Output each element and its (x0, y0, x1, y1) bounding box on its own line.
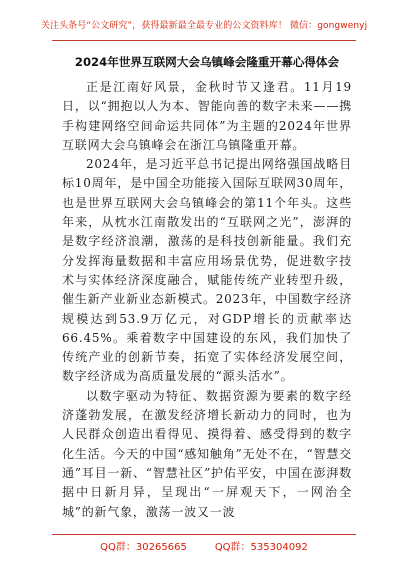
footer-divider (52, 534, 356, 535)
footer (0, 538, 408, 553)
paragraph-3: 以数字驱动为特征、数据资源为要素的数字经济蓬勃发展，在激发经济增长新动力的同时，也为人民群众创造出看得见、摸得着、感受得到的数字化生活。今天的中国“感知触角”无处不在，“智慧交通”耳目一新、“智慧社区”护佑平安，中国在澎湃数据中日新月异，呈现出“一屏观天下，一网治全城”的新气象，激荡一波又一波 (62, 388, 352, 519)
header-banner: 关注头条号“公文研究”，获得最新最全最专业的公文资料库！ 微信：gongwenyj (40, 21, 368, 31)
document-title: 2024年世界互联网大会乌镇峰会隆重开幕心得体会 (74, 55, 340, 69)
header-divider (52, 40, 356, 41)
footer-qq-group-2: QQ群：535304092 (214, 542, 308, 553)
document-body (62, 54, 352, 522)
paragraph-2: 2024年，是习近平总书记提出网络强国战略目标10周年，是中国全功能接入国际互联网30周年，也是世界互联网大会乌镇峰会的第11个年头。这些年来，从枕水江南散发出的“互联网之光”，澎湃的是数字经济浪潮，激荡的是科技创新能量。我们充分发挥海量数据和丰富应用场景优势，促进数字技术与实体经济深度融合，赋能传统产业转型升级，催生新产业新业态新模式。2023年，中国数字经济规模达到53.9万亿元，对GDP增长的贡献率达66.45%。乘着数字中国建设的东风，我们加快了传统产业的创新节奏，拓宽了实体经济发展空间，数字经济成为高质量发展的“源头活水”。 (62, 157, 352, 384)
paragraph-1: 正是江南好风景，金秋时节又逢君。11月19日，以“拥抱以人为本、智能向善的数字未来——携手构建网络空间命运共同体”为主题的2024年世界互联网大会乌镇峰会在浙江乌镇隆重开幕。 (62, 80, 352, 152)
footer-qq-group-1: QQ群：30265665 (100, 542, 187, 553)
